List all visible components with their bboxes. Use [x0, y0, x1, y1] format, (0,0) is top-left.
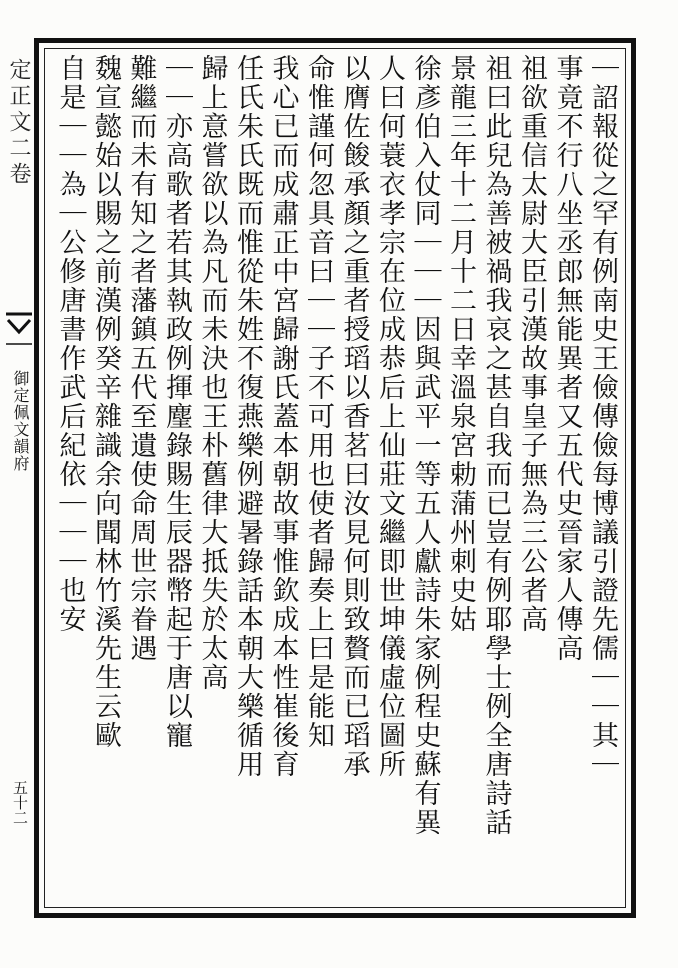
margin-top-fragment: 定正文二卷	[6, 58, 31, 188]
text-column: ｜｜亦高歌者若其執政例揮麈錄賜生辰器幣起于唐以寵	[161, 54, 192, 750]
fishtail-mark-icon	[4, 310, 34, 350]
text-column: 歸上意嘗欲以為凡而未決也王朴舊律大抵失於太高	[196, 54, 228, 692]
text-column: 難繼而未有知之者藩鎮五代至遺使命周世宗眷遇	[125, 54, 157, 663]
text-column: 人曰何蓑衣孝宗在位成恭后上仙莊文繼即世坤儀虛位圖所	[374, 54, 405, 779]
text-column: 自是｜｜為｜公修唐書作武后紀依｜｜｜也安	[54, 54, 86, 634]
text-column: 我心已而成肅正中宮歸謝氏蓋本朝故事惟欽成本性崔後育	[267, 54, 299, 779]
text-column: 祖曰此兒為善被禍我哀之甚自我而已豈有例耶學士例全唐詩話	[480, 54, 512, 837]
text-column: ｜詔報從之罕有例南史王儉傳儉每博議引證先儒｜｜其｜	[587, 54, 618, 779]
text-column: 任氏朱氏既而惟從朱姓不復燕樂例避暑錄話本朝大樂循用	[232, 54, 263, 779]
main-text	[52, 54, 620, 900]
page-margin	[0, 40, 36, 920]
text-column: 祖欲重信太尉大臣引漢故事皇子無為三公者高	[516, 54, 547, 634]
text-column: 以膺佐餕承顏之重者授瑫以香茗曰汝見何則致贅而已瑫承	[338, 54, 370, 779]
text-column: 景龍三年十二月十二日幸溫泉宮勅蒲州刺史姑	[445, 54, 476, 634]
text-column: 命惟謹何忽具音曰｜｜子不可用也使者歸奏上曰是能知	[303, 54, 334, 750]
text-column: 事竟不行八坐丞郎無能異者又五代史晉家人傳高	[551, 54, 583, 663]
text-column: 徐彥伯入仗同｜｜｜因與武平一等五人獻詩朱家例程史蘇有異	[409, 54, 441, 837]
page-number: 五十二	[11, 780, 29, 825]
book-title: 御定佩文韻府	[11, 370, 30, 472]
text-column: 魏宣懿始以賜之前漢例癸辛雜識余向聞林竹溪先生云歐	[90, 54, 121, 750]
